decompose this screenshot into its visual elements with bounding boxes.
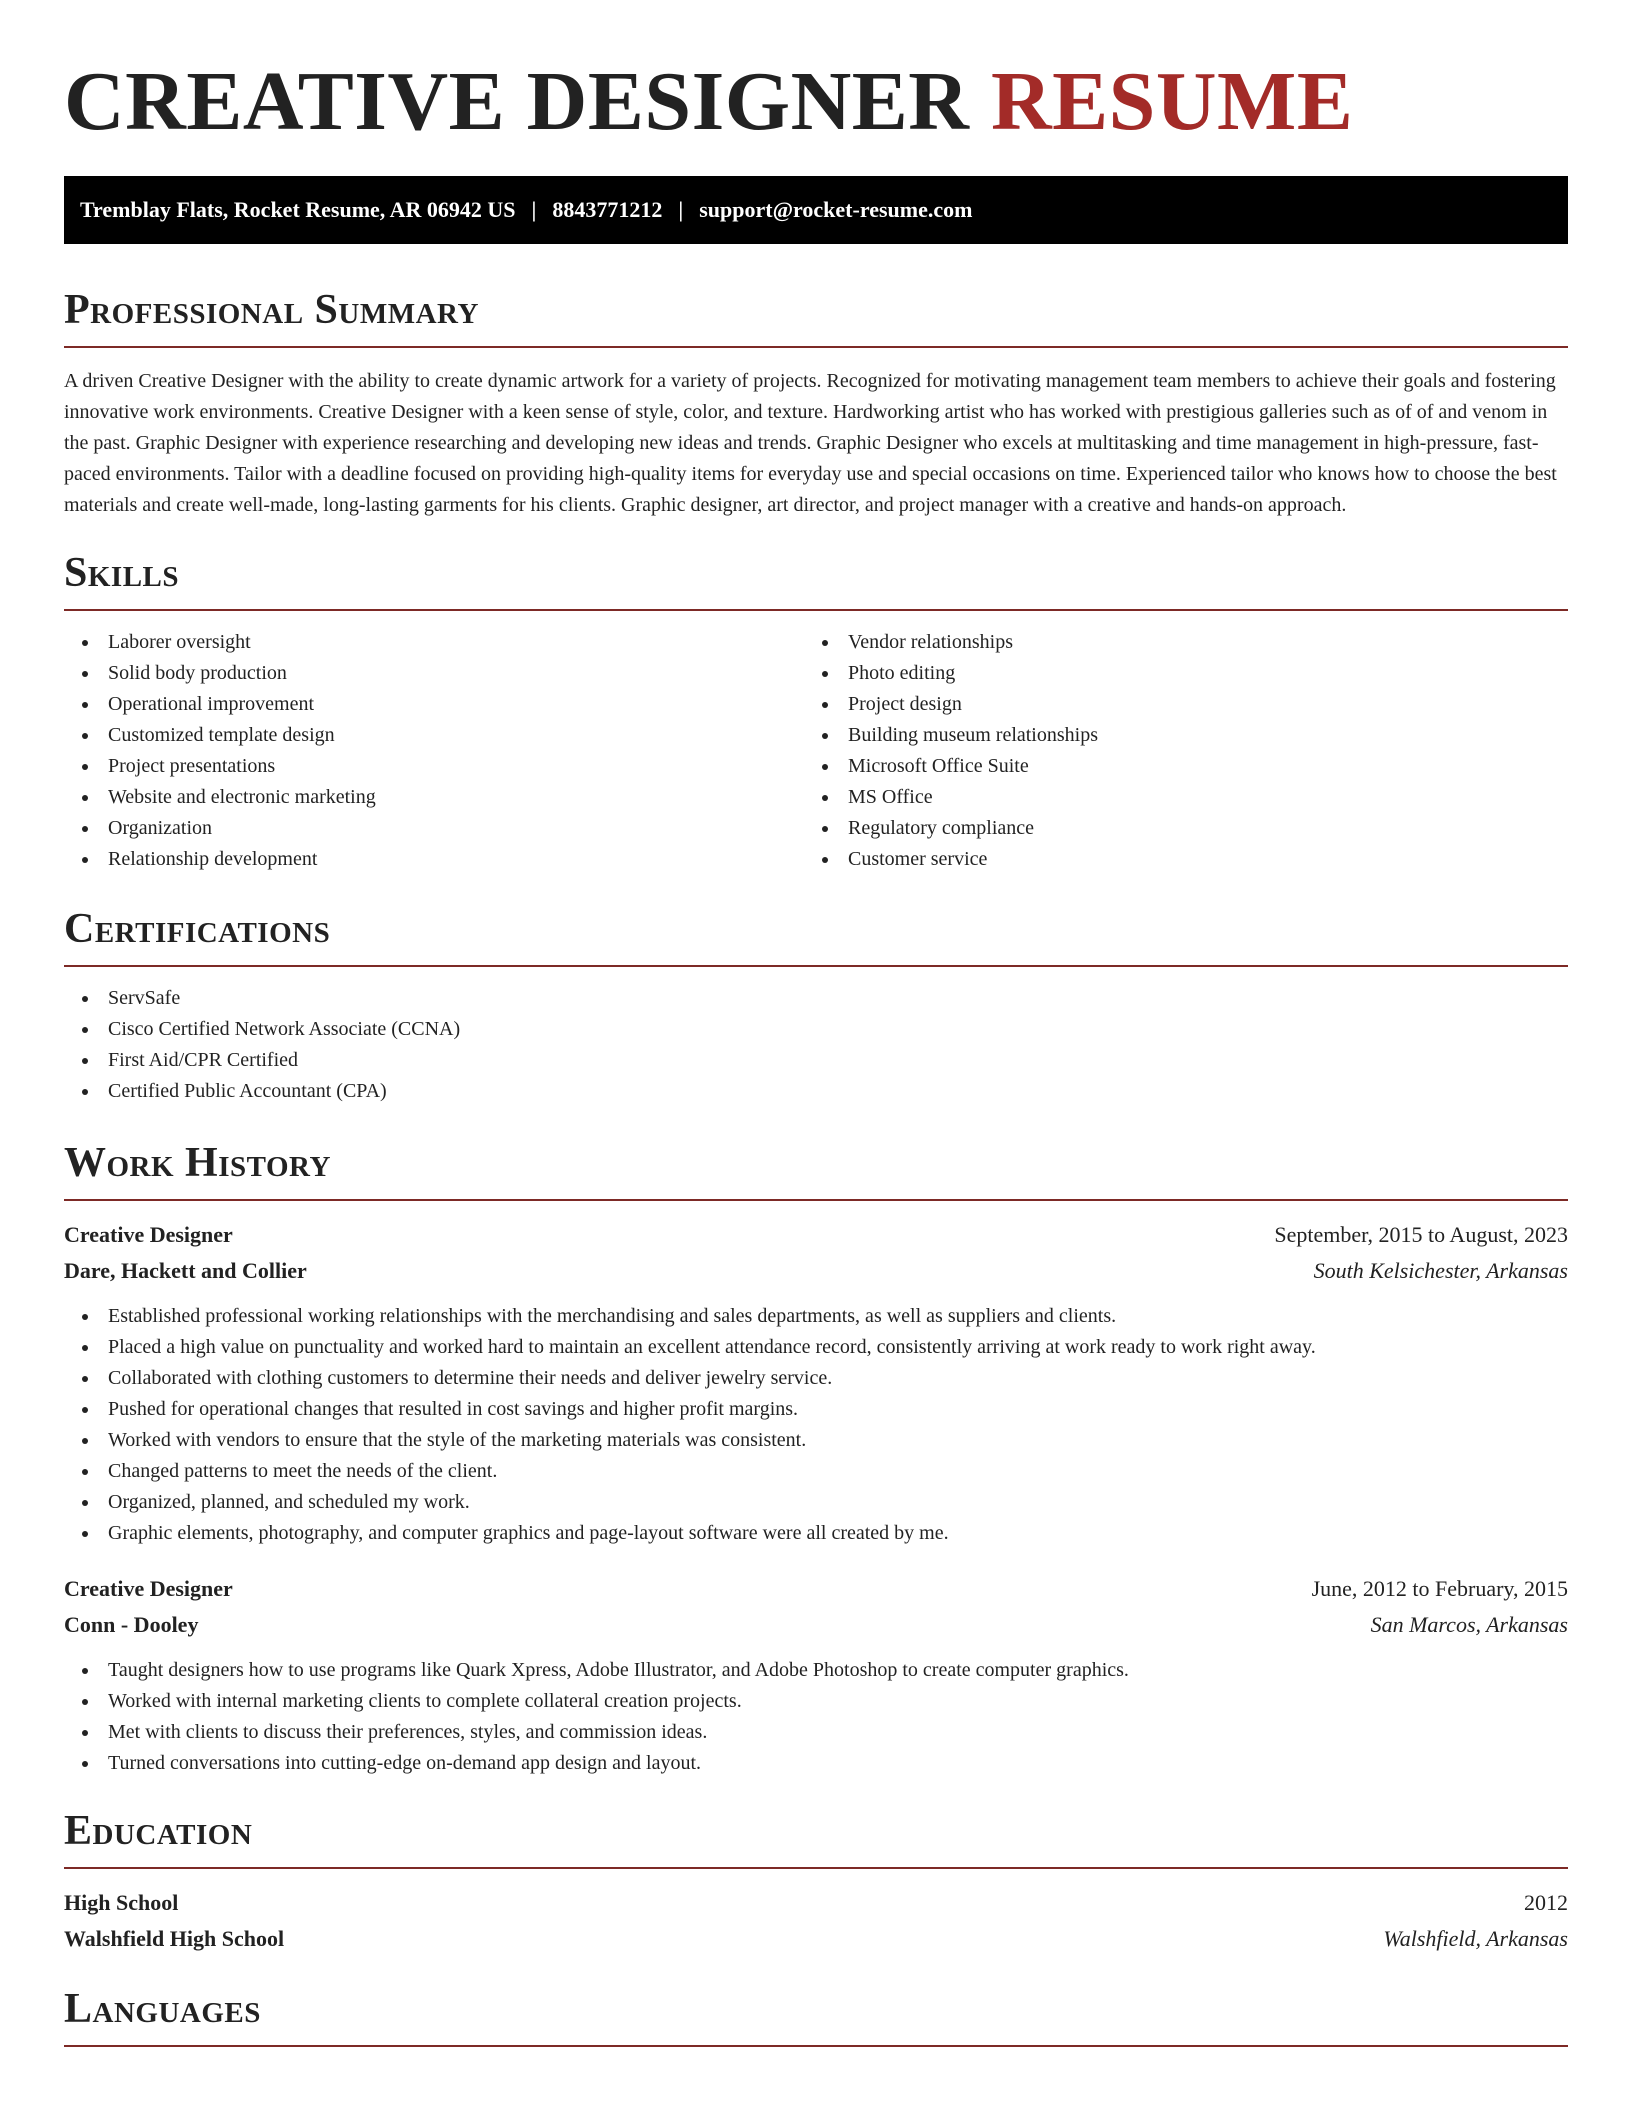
job-duty-item: Placed a high value on punctuality and worked hard to maintain an excellent attendance record, consistently arriving at work ready to work right away. bbox=[64, 1332, 1568, 1363]
summary-text: A driven Creative Designer with the ability to create dynamic artwork for a variety of projects. Recognized for motivating management team members to achieve their goals and fostering innovative work environments. Creative Designer with a keen sense of style, color, and texture. Hardworking artist who has worked with prestigious galleries such as of of and venom in the past. Graphic Designer with experience researching and developing new ideas and trends. Graphic Designer who excels at multitasking and time management in high-pressure, fast-paced environments. Tailor with a deadline focused on providing high-quality items for everyday use and special occasions on time. Experienced tailor who knows how to choose the best materials and create well-made, long-lasting garments for his clients. Graphic designer, art director, and project manager with a creative and hands-on approach. bbox=[64, 370, 1557, 516]
job-company-row bbox=[64, 1253, 1568, 1289]
job-dates: June, 2012 to February, 2015 bbox=[1311, 1576, 1568, 1601]
certifications-heading: Certifications bbox=[64, 906, 331, 952]
skill-item: Project presentations bbox=[64, 751, 804, 782]
job-location: San Marcos, Arkansas bbox=[1370, 1612, 1568, 1637]
summary-heading: Professional Summary bbox=[64, 287, 479, 333]
job-company: Dare, Hackett and Collier bbox=[64, 1258, 307, 1283]
job-duty-item: Taught designers how to use programs like Quark Xpress, Adobe Illustrator, and Adobe Photoshop to create computer graphics. bbox=[64, 1655, 1568, 1686]
work-history-section bbox=[64, 1139, 1568, 1779]
job-header-row bbox=[64, 1217, 1568, 1253]
job-duty-item: Worked with vendors to ensure that the style of the marketing materials was consistent. bbox=[64, 1425, 1568, 1456]
education-entry bbox=[64, 1885, 1568, 1957]
certification-item: First Aid/CPR Certified bbox=[64, 1045, 1568, 1076]
job-duty-item: Changed patterns to meet the needs of the client. bbox=[64, 1456, 1568, 1487]
certification-item: ServSafe bbox=[64, 983, 1568, 1014]
job-dates: September, 2015 to August, 2023 bbox=[1274, 1222, 1568, 1247]
work-history-heading: Work History bbox=[64, 1140, 331, 1186]
certifications-section bbox=[64, 905, 1568, 1107]
skill-item: Organization bbox=[64, 813, 804, 844]
job-duty-item: Met with clients to discuss their preferences, styles, and commission ideas. bbox=[64, 1717, 1568, 1748]
skills-section bbox=[64, 549, 1568, 875]
job-duty-item: Pushed for operational changes that resulted in cost savings and higher profit margins. bbox=[64, 1394, 1568, 1425]
skill-item: Photo editing bbox=[804, 658, 1544, 689]
education-degree: High School bbox=[64, 1890, 179, 1915]
skill-item: Website and electronic marketing bbox=[64, 782, 804, 813]
education-section bbox=[64, 1807, 1568, 1957]
skills-list-right bbox=[804, 627, 1544, 875]
job-title: Creative Designer bbox=[64, 1576, 233, 1601]
job-duties-list bbox=[64, 1655, 1568, 1779]
section-divider bbox=[64, 609, 1568, 611]
summary-section bbox=[64, 286, 1568, 521]
job-duty-item: Organized, planned, and scheduled my work. bbox=[64, 1487, 1568, 1518]
job-duty-item: Turned conversations into cutting-edge on-demand app design and layout. bbox=[64, 1748, 1568, 1779]
section-divider bbox=[64, 1199, 1568, 1201]
certifications-list bbox=[64, 983, 1568, 1107]
job-header-row bbox=[64, 1571, 1568, 1607]
contact-separator: | bbox=[531, 197, 537, 222]
skill-item: Customer service bbox=[804, 844, 1544, 875]
section-divider bbox=[64, 2045, 1568, 2047]
skill-item: Solid body production bbox=[64, 658, 804, 689]
skills-heading: Skills bbox=[64, 550, 180, 596]
job-title: Creative Designer bbox=[64, 1222, 233, 1247]
job-entry bbox=[64, 1217, 1568, 1549]
certification-item: Cisco Certified Network Associate (CCNA) bbox=[64, 1014, 1568, 1045]
education-year: 2012 bbox=[1524, 1890, 1568, 1915]
languages-heading: Languages bbox=[64, 1986, 261, 2032]
job-entry bbox=[64, 1571, 1568, 1779]
job-duty-item: Graphic elements, photography, and computer graphics and page-layout software were all created by me. bbox=[64, 1518, 1568, 1549]
resume-title bbox=[64, 0, 1568, 146]
job-duty-item: Worked with internal marketing clients to complete collateral creation projects. bbox=[64, 1686, 1568, 1717]
education-school-row bbox=[64, 1921, 1568, 1957]
certification-item: Certified Public Accountant (CPA) bbox=[64, 1076, 1568, 1107]
section-divider bbox=[64, 1867, 1568, 1869]
job-company: Conn - Dooley bbox=[64, 1612, 199, 1637]
contact-phone[interactable]: 8843771212 bbox=[552, 197, 663, 222]
skills-grid bbox=[64, 627, 1568, 875]
job-duty-item: Established professional working relationships with the merchandising and sales departments, as well as suppliers and clients. bbox=[64, 1301, 1568, 1332]
skill-item: Customized template design bbox=[64, 720, 804, 751]
skills-list-left bbox=[64, 627, 804, 875]
section-divider bbox=[64, 346, 1568, 348]
job-duties-list bbox=[64, 1301, 1568, 1549]
job-duty-item: Collaborated with clothing customers to determine their needs and deliver jewelry service. bbox=[64, 1363, 1568, 1394]
skill-item: Project design bbox=[804, 689, 1544, 720]
skill-item: Regulatory compliance bbox=[804, 813, 1544, 844]
job-company-row bbox=[64, 1607, 1568, 1643]
education-header-row bbox=[64, 1885, 1568, 1921]
education-location: Walshfield, Arkansas bbox=[1383, 1926, 1568, 1951]
skill-item: Building museum relationships bbox=[804, 720, 1544, 751]
skill-item: Operational improvement bbox=[64, 689, 804, 720]
skill-item: Laborer oversight bbox=[64, 627, 804, 658]
skill-item: Microsoft Office Suite bbox=[804, 751, 1544, 782]
contact-address: Tremblay Flats, Rocket Resume, AR 06942 US bbox=[80, 197, 516, 222]
skill-item: MS Office bbox=[804, 782, 1544, 813]
section-divider bbox=[64, 965, 1568, 967]
title-accent: RESUME bbox=[990, 55, 1354, 148]
title-main: CREATIVE DESIGNER bbox=[64, 55, 970, 148]
education-school: Walshfield High School bbox=[64, 1926, 285, 1951]
contact-separator: | bbox=[678, 197, 684, 222]
education-heading: Education bbox=[64, 1808, 253, 1854]
contact-email[interactable]: support@rocket-resume.com bbox=[699, 197, 973, 222]
job-location: South Kelsichester, Arkansas bbox=[1313, 1258, 1568, 1283]
skill-item: Vendor relationships bbox=[804, 627, 1544, 658]
skill-item: Relationship development bbox=[64, 844, 804, 875]
languages-section bbox=[64, 1985, 1568, 2047]
contact-bar bbox=[64, 176, 1568, 244]
